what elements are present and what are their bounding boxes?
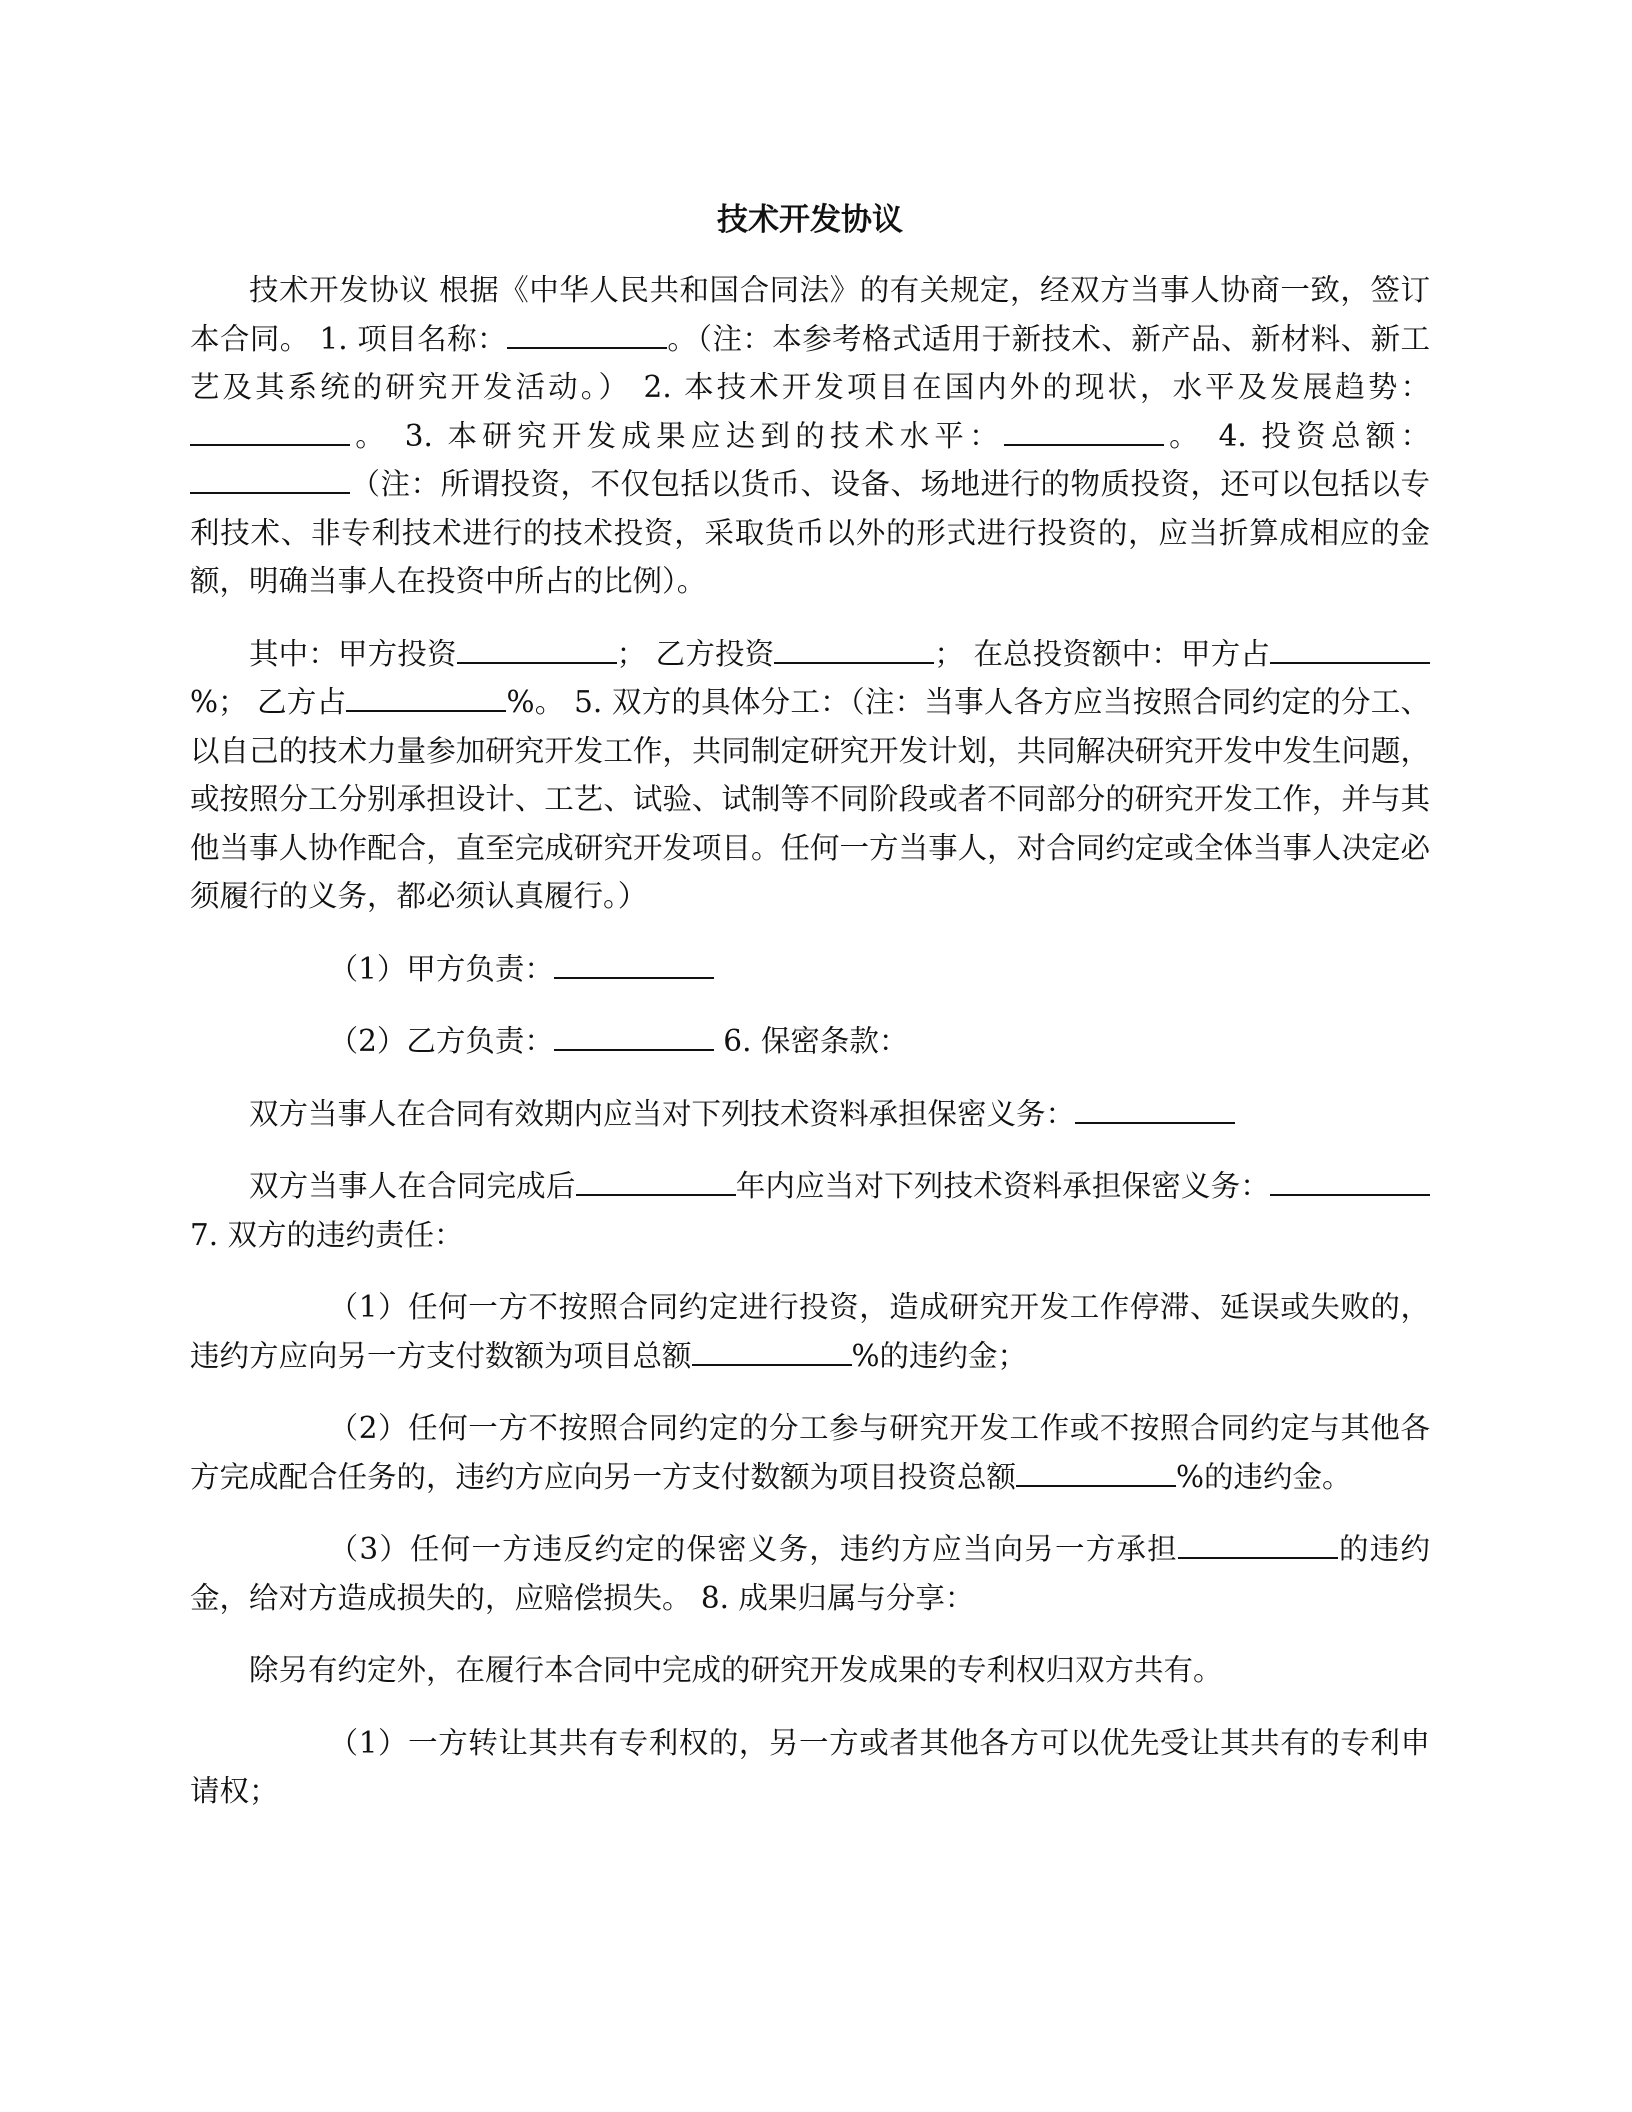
text-segment: （2）乙方负责： bbox=[328, 1024, 554, 1058]
penalty-amount-blank bbox=[1178, 1527, 1338, 1559]
text-segment: 。 4. 投资总额： bbox=[1163, 418, 1431, 453]
paragraph-intro bbox=[190, 266, 1430, 606]
document-title: 技术开发协议 bbox=[717, 202, 903, 238]
paragraph-ownership bbox=[190, 1646, 1430, 1695]
tech-level-blank bbox=[1004, 414, 1164, 446]
party-a-investment-blank bbox=[457, 632, 617, 664]
confidential-during-blank bbox=[1075, 1092, 1235, 1124]
party-a-share-blank bbox=[1270, 632, 1430, 664]
paragraph-breach-2 bbox=[190, 1404, 1430, 1501]
text-segment: %的违约金； bbox=[851, 1338, 1028, 1373]
text-segment: 6. 保密条款： bbox=[713, 1024, 909, 1058]
text-segment: 其中：甲方投资 bbox=[249, 636, 457, 671]
text-segment: 双方当事人在合同有效期内应当对下列技术资料承担保密义务： bbox=[249, 1096, 1076, 1131]
investment-total-blank bbox=[190, 462, 350, 494]
text-segment: ； 乙方投资 bbox=[616, 636, 775, 671]
paragraph-transfer bbox=[190, 1719, 1430, 1816]
project-name-blank bbox=[507, 317, 667, 349]
text-segment: 。（注：本参考格式适用于新技术、新产品、新材料、新工艺及其系统的研究开发活动。） 2. 本技术开发项目在国内外的现状，水平及发展趋势： bbox=[190, 321, 1430, 404]
text-segment: 7. 双方的违约责任： bbox=[190, 1217, 464, 1252]
text-segment: （1）一方转让其共有专利权的，另一方或者其他各方可以优先受让其共有的专利申请权； bbox=[190, 1725, 1430, 1808]
paragraph-confidential-during bbox=[190, 1090, 1430, 1139]
text-segment: 双方当事人在合同完成后 bbox=[249, 1169, 576, 1203]
paragraph-party-a-duty bbox=[190, 945, 1430, 994]
text-segment: 除另有约定外，在履行本合同中完成的研究开发成果的专利权归双方共有。 bbox=[249, 1653, 1223, 1687]
party-b-investment-blank bbox=[774, 632, 934, 664]
text-segment: 。 3. 本研究开发成果应达到的技术水平： bbox=[350, 418, 1004, 453]
text-segment: （1）甲方负责： bbox=[328, 951, 554, 986]
document-page bbox=[190, 180, 1430, 1840]
penalty-percent-blank-1 bbox=[692, 1334, 852, 1366]
status-trend-blank bbox=[190, 414, 350, 446]
confidential-after-blank bbox=[1270, 1164, 1430, 1196]
paragraph-confidential-after bbox=[190, 1162, 1430, 1259]
text-segment: %。 5. 双方的具体分工：（注：当事人各方应当按照合同约定的分工、以自己的技术力量参加研究开发工作，共同制定研究开发计划，共同解决研究开发中发生问题，或按照分工分别承担设计、工艺、试验、试制等不同阶段或者不同部分的研究开发工作，并与其他当事人协作配合，直至完成研究开发项目。任何一方当事人，对合同约定或全体当事人决定必须履行的义务，都必须认真履行。） bbox=[190, 685, 1430, 913]
text-segment: ； 在总投资额中：甲方占 bbox=[934, 636, 1270, 671]
party-b-duty-blank bbox=[554, 1019, 714, 1051]
text-segment: （1）任何一方不按照合同约定进行投资，造成研究开发工作停滞、延误或失败的，违约方应向另一方支付数额为项目总额 bbox=[190, 1290, 1430, 1373]
text-segment: %的违约金。 bbox=[1176, 1459, 1352, 1494]
text-segment: （注：所谓投资，不仅包括以货币、设备、场地进行的物质投资，还可以包括以专利技术、非专利技术进行的技术投资，采取货币以外的形式进行投资的，应当折算成相应的金额，明确当事人在投资中所占的比例）。 bbox=[190, 467, 1430, 598]
text-segment: 年内应当对下列技术资料承担保密义务： bbox=[735, 1169, 1270, 1203]
party-b-share-blank bbox=[346, 680, 506, 712]
paragraph-party-b-duty bbox=[190, 1017, 1430, 1066]
paragraph-breach-1 bbox=[190, 1283, 1430, 1380]
paragraph-breach-3 bbox=[190, 1525, 1430, 1622]
party-a-duty-blank bbox=[554, 947, 714, 979]
penalty-percent-blank-2 bbox=[1016, 1455, 1176, 1487]
text-segment: 的违约金，给对方造成损失的，应赔偿损失。 8. 成果归属与分享： bbox=[190, 1532, 1430, 1615]
text-segment: （3）任何一方违反约定的保密义务，违约方应当向另一方承担 bbox=[328, 1532, 1178, 1566]
text-segment: （2）任何一方不按照合同约定的分工参与研究开发工作或不按照合同约定与其他各方完成配合任务的，违约方应向另一方支付数额为项目投资总额 bbox=[190, 1411, 1430, 1494]
paragraph-investment bbox=[190, 630, 1430, 921]
text-segment: %； 乙方占 bbox=[190, 685, 347, 719]
confidential-years-blank bbox=[576, 1164, 736, 1196]
text-segment: 技术开发协议 根据《中华人民共和国合同法》的有关规定，经双方当事人协商一致，签订本合同。 1. 项目名称： bbox=[190, 273, 1430, 356]
